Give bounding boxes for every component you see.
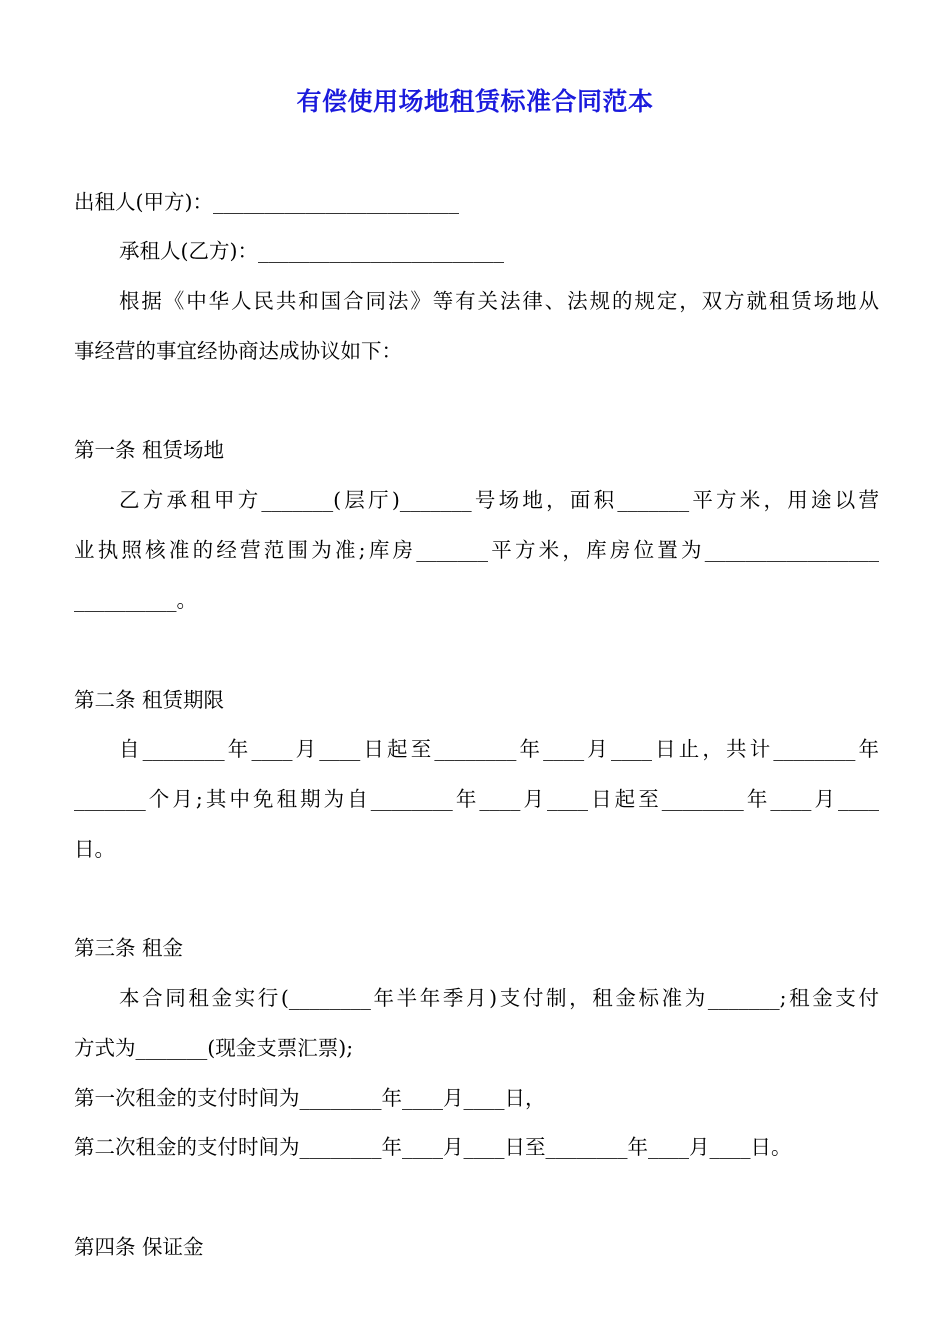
article-2-line-1: 自________年____月____日起至________年____月____日止，共计________年 bbox=[119, 737, 879, 761]
document-title: 有偿使用场地租赁标准合同范本 bbox=[296, 87, 654, 116]
article-3-heading: 第三条 租金 bbox=[74, 936, 184, 960]
lessor-line: 出租人(甲方)：________________________ bbox=[74, 190, 459, 214]
article-2-line-2: _______个月;其中免租期为自________年____月____日起至________年____月____ bbox=[74, 787, 879, 811]
article-2-heading: 第二条 租赁期限 bbox=[74, 688, 225, 712]
article-3-line-2: 方式为_______(现金支票汇票); bbox=[74, 1036, 354, 1060]
article-3-line-1: 本合同租金实行(________年半年季月)支付制，租金标准为_______;租金支付 bbox=[119, 986, 879, 1010]
article-3-line-3: 第一次租金的支付时间为________年____月____日， bbox=[74, 1086, 546, 1110]
article-3-line-4: 第二次租金的支付时间为________年____月____日至________年____月____日。 bbox=[74, 1135, 792, 1159]
article-1-line-3: __________。 bbox=[74, 588, 197, 612]
article-1-heading: 第一条 租赁场地 bbox=[74, 438, 225, 462]
article-2-line-3: 日。 bbox=[74, 837, 115, 861]
article-1-line-2: 业执照核准的经营范围为准;库房_______平方米，库房位置为_________________ bbox=[74, 538, 879, 562]
preamble-line-2: 事经营的事宜经协商达成协议如下： bbox=[74, 339, 402, 363]
preamble-line-1: 根据《中华人民共和国合同法》等有关法律、法规的规定，双方就租赁场地从 bbox=[119, 289, 879, 313]
lessee-line: 承租人(乙方)：________________________ bbox=[119, 239, 504, 263]
article-1-line-1: 乙方承租甲方_______(层厅)_______号场地，面积_______平方米，用途以营 bbox=[119, 488, 879, 512]
article-4-heading: 第四条 保证金 bbox=[74, 1235, 204, 1259]
